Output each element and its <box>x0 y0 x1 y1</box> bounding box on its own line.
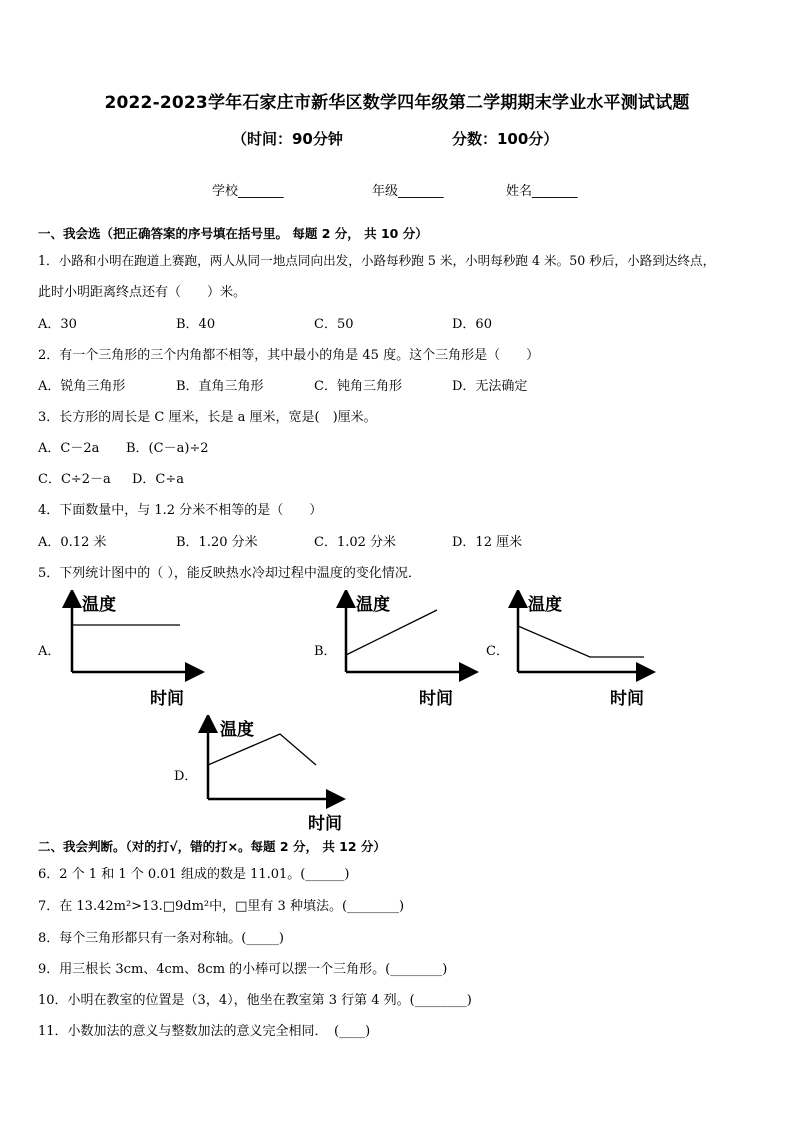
judge-item-11: 11．小数加法的意义与整数加法的意义完全相同． (____) <box>38 1024 371 1039</box>
q3-option-d: D．C÷a <box>132 472 185 487</box>
q3-option-c: C．C÷2－a <box>38 472 111 487</box>
q1-option-c: C．50 <box>314 317 354 332</box>
graph-d <box>196 715 356 835</box>
q4-option-d: D．12 厘米 <box>452 535 523 550</box>
q4-line1: 4．下面数量中，与 1.2 分米不相等的是（ ） <box>38 503 323 518</box>
graph-c-label: C． <box>486 644 509 659</box>
section1-heading: 一、我会选（把正确答案的序号填在括号里。 每题 2 分， 共 10 分） <box>38 226 428 241</box>
q2-option-a: A．锐角三角形 <box>38 379 126 394</box>
x-axis-label: 时间 <box>419 689 453 709</box>
score-label: 分数：100分） <box>452 130 559 148</box>
x-axis-label: 时间 <box>610 689 644 709</box>
graph-b <box>334 590 484 710</box>
judge-item-8: 8．每个三角形都只有一条对称轴。(_____) <box>38 931 284 946</box>
graph-a <box>60 590 210 710</box>
judge-item-6: 6．2 个 1 和 1 个 0.01 组成的数是 11.01。(______) <box>38 867 350 882</box>
q2-option-c: C．钝角三角形 <box>314 379 402 394</box>
school-field: 学校_______ <box>212 184 284 199</box>
judge-item-7: 7．在 13.42m²>13.□9dm²中，□里有 3 种填法。(________) <box>38 899 405 914</box>
graph-c <box>506 590 656 710</box>
q5-line1: 5．下列统计图中的（ ），能反映热水冷却过程中温度的变化情况． <box>38 566 421 581</box>
graph-b-label: B． <box>314 644 337 659</box>
temperature-line <box>346 610 437 655</box>
q3-line1: 3．长方形的周长是 C 厘米，长是 a 厘米，宽是( )厘米。 <box>38 410 377 425</box>
q2-option-b: B．直角三角形 <box>176 379 264 394</box>
judge-item-9: 9．用三根长 3cm、4cm、8cm 的小棒可以摆一个三角形。(________) <box>38 962 448 977</box>
y-axis-label: 温度 <box>82 595 116 615</box>
q3-option-a: A．C－2a <box>38 441 100 456</box>
graph-d-label: D． <box>174 769 198 784</box>
time-label: （时间：90分钟 <box>232 130 343 148</box>
name-field: 姓名_______ <box>506 184 578 199</box>
q2-option-d: D．无法确定 <box>452 379 528 394</box>
q4-option-b: B．1.20 分米 <box>176 535 258 550</box>
y-axis-label: 温度 <box>220 720 254 740</box>
x-axis-label: 时间 <box>150 689 184 709</box>
q2-line1: 2．有一个三角形的三个内角都不相等，其中最小的角是 45 度。这个三角形是（ ） <box>38 348 540 363</box>
q1-option-a: A．30 <box>38 317 77 332</box>
q4-option-a: A．0.12 米 <box>38 535 107 550</box>
q1-line2: 此时小明距离终点还有（ ）米。 <box>38 285 247 300</box>
q1-option-b: B．40 <box>176 317 216 332</box>
y-axis-label: 温度 <box>528 595 562 615</box>
section2-heading: 二、我会判断。（对的打√，错的打×。每题 2 分， 共 12 分） <box>38 839 386 854</box>
judge-item-10: 10．小明在教室的位置是（3，4），他坐在教室第 3 行第 4 列。(________) <box>38 993 472 1008</box>
q1-line1: 1．小路和小明在跑道上赛跑，两人从同一地点同向出发，小路每秒跑 5 米，小明每秒跑 4 米。50 秒后，小路到达终点， <box>38 253 716 268</box>
q3-option-b: B．(C－a)÷2 <box>126 441 209 456</box>
y-axis-label: 温度 <box>356 595 390 615</box>
page-title: 2022-2023学年石家庄市新华区数学四年级第二学期期末学业水平测试试题 <box>104 93 690 113</box>
q1-option-d: D．60 <box>452 317 492 332</box>
x-axis-label: 时间 <box>308 814 342 834</box>
grade-field: 年级_______ <box>372 184 444 199</box>
q4-option-c: C．1.02 分米 <box>314 535 397 550</box>
temperature-line <box>518 626 644 657</box>
graph-a-label: A． <box>38 644 61 659</box>
